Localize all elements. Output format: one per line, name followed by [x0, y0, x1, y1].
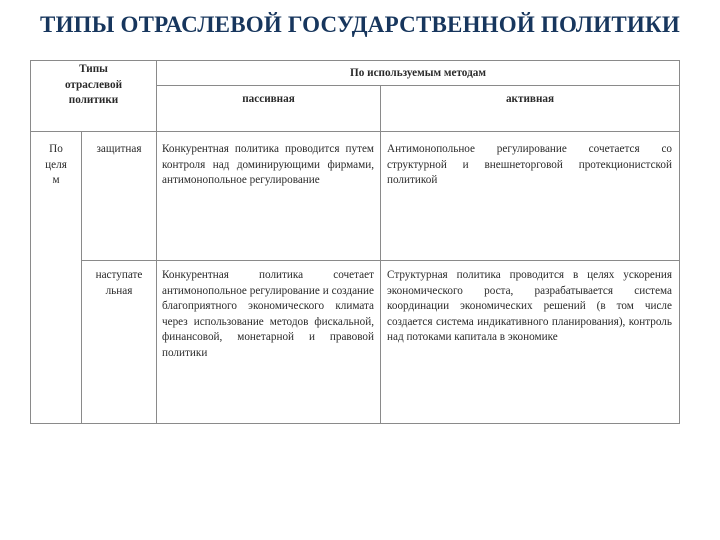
row-offensive-type	[82, 268, 156, 299]
table-border-left	[30, 60, 31, 424]
row-offensive-type-line-1: наступате	[95, 269, 143, 281]
methods-header-cell: По используемым методам	[350, 67, 486, 79]
row-offensive-passive: Конкурентная политика сочетает антимонопольное регулирование и создание благоприятного экономического климата через использование методов фискальной, финансовой, монетарной и правовой политики	[162, 269, 374, 359]
passive-active-divider	[380, 85, 381, 424]
corner-header-line-3: политики	[68, 94, 119, 107]
header-divider-methods	[156, 85, 680, 86]
header-divider-bottom	[30, 131, 680, 132]
corner-header-cell	[31, 62, 156, 109]
table-border-top	[30, 60, 680, 61]
corner-header-line-1: Типы	[79, 63, 108, 75]
goals-label-line-1: По	[49, 143, 63, 155]
goals-label-cell	[31, 142, 81, 189]
goals-label-line-3: м	[52, 174, 60, 187]
table-border-right	[679, 60, 680, 424]
goals-label-line-2: целя	[45, 158, 67, 171]
active-column-header: активная	[505, 93, 555, 105]
table-border-bottom	[30, 423, 680, 424]
page-title: ТИПЫ ОТРАСЛЕВОЙ ГОСУДАРСТВЕННОЙ ПОЛИТИКИ	[40, 12, 680, 37]
row-offensive-type-line-2: льная	[105, 284, 133, 297]
corner-header-line-2: отраслевой	[64, 78, 123, 91]
passive-column-header: пассивная	[242, 93, 295, 105]
types-divider	[156, 60, 157, 424]
row-defensive-passive: Конкурентная политика проводится путем контроля над доминирующими фирмами, антимонопольное регулирование	[162, 143, 374, 187]
row-offensive-active: Структурная политика проводится в целях ускорения экономического роста, разрабатывается система координации экономических решений (в том числе создается система индикативного планирования), контроль над потоками капитала в экономике	[387, 269, 672, 344]
row-defensive-type	[82, 142, 156, 158]
row-defensive-active: Антимонопольное регулирование сочетается со структурной и внешнеторговой протекционистской политикой	[387, 143, 672, 187]
row-defensive-type-line-1: защитная	[96, 143, 142, 155]
